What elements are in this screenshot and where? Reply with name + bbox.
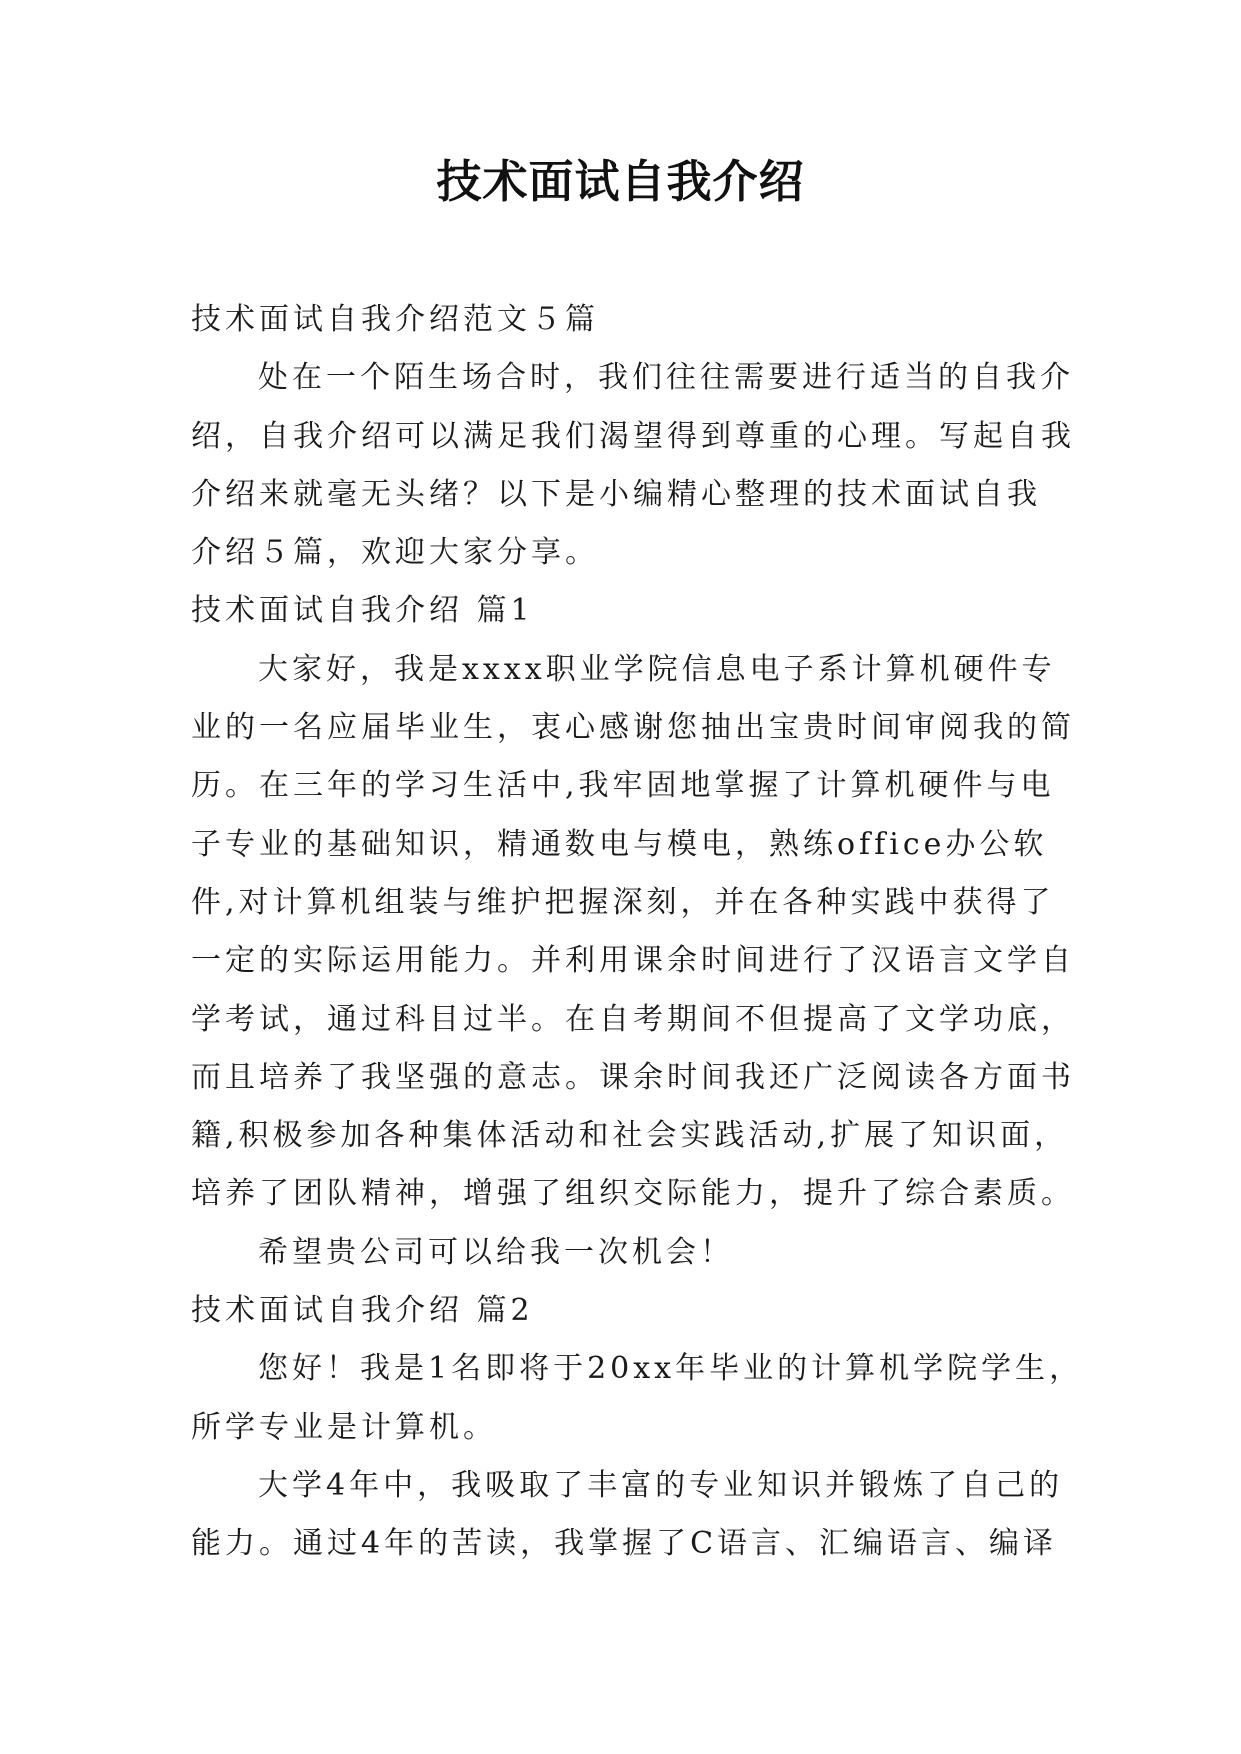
text-line: 历。在三年的学习生活中,我牢固地掌握了计算机硬件与电 [191, 768, 1055, 804]
text-line: 大学4年中，我吸取了丰富的专业知识并锻炼了自己的 [258, 1467, 1064, 1503]
text-line: 希望贵公司可以给我一次机会！ [258, 1234, 734, 1270]
text-line: 处在一个陌生场合时，我们往往需要进行适当的自我介 [258, 360, 1074, 396]
document-title: 技术面试自我介绍 [436, 155, 805, 208]
text-line: 介绍５篇，欢迎大家分享。 [191, 535, 599, 571]
text-line: 技术面试自我介绍 篇1 [191, 593, 534, 629]
text-line: 绍，自我介绍可以满足我们渴望得到尊重的心理。写起自我 [191, 418, 1075, 454]
text-line: 培养了团队精神，增强了组织交际能力，提升了综合素质。 [191, 1176, 1075, 1212]
text-line: 您好！我是1名即将于20xx年毕业的计算机学院学生， [258, 1351, 1084, 1387]
text-line: 子专业的基础知识，精通数电与模电，熟练office办公软 [191, 826, 1048, 862]
text-line: 学考试，通过科目过半。在自考期间不但提高了文学功底， [191, 1001, 1075, 1037]
text-line: 介绍来就毫无头绪？以下是小编精心整理的技术面试自我 [191, 476, 1041, 512]
text-line: 一定的实际运用能力。并利用课余时间进行了汉语言文学自 [191, 943, 1075, 979]
text-line: 技术面试自我介绍范文５篇 [191, 302, 599, 337]
document-body [191, 291, 1084, 1574]
text-line: 件,对计算机组装与维护把握深刻，并在各种实践中获得了 [191, 884, 1055, 920]
text-line: 而且培养了我坚强的意志。课余时间我还广泛阅读各方面书 [191, 1059, 1075, 1095]
text-line: 籍,积极参加各种集体活动和社会实践活动,扩展了知识面， [191, 1118, 1069, 1154]
text-line: 技术面试自我介绍 篇2 [191, 1293, 534, 1329]
text-line: 业的一名应届毕业生，衷心感谢您抽出宝贵时间审阅我的简 [191, 710, 1075, 746]
text-line: 所学专业是计算机。 [191, 1409, 497, 1445]
text-line: 能力。通过4年的苦读，我掌握了C语言、汇编语言、编译 [191, 1526, 1058, 1562]
text-line: 大家好，我是xxxx职业学院信息电子系计算机硬件专 [258, 651, 1056, 687]
